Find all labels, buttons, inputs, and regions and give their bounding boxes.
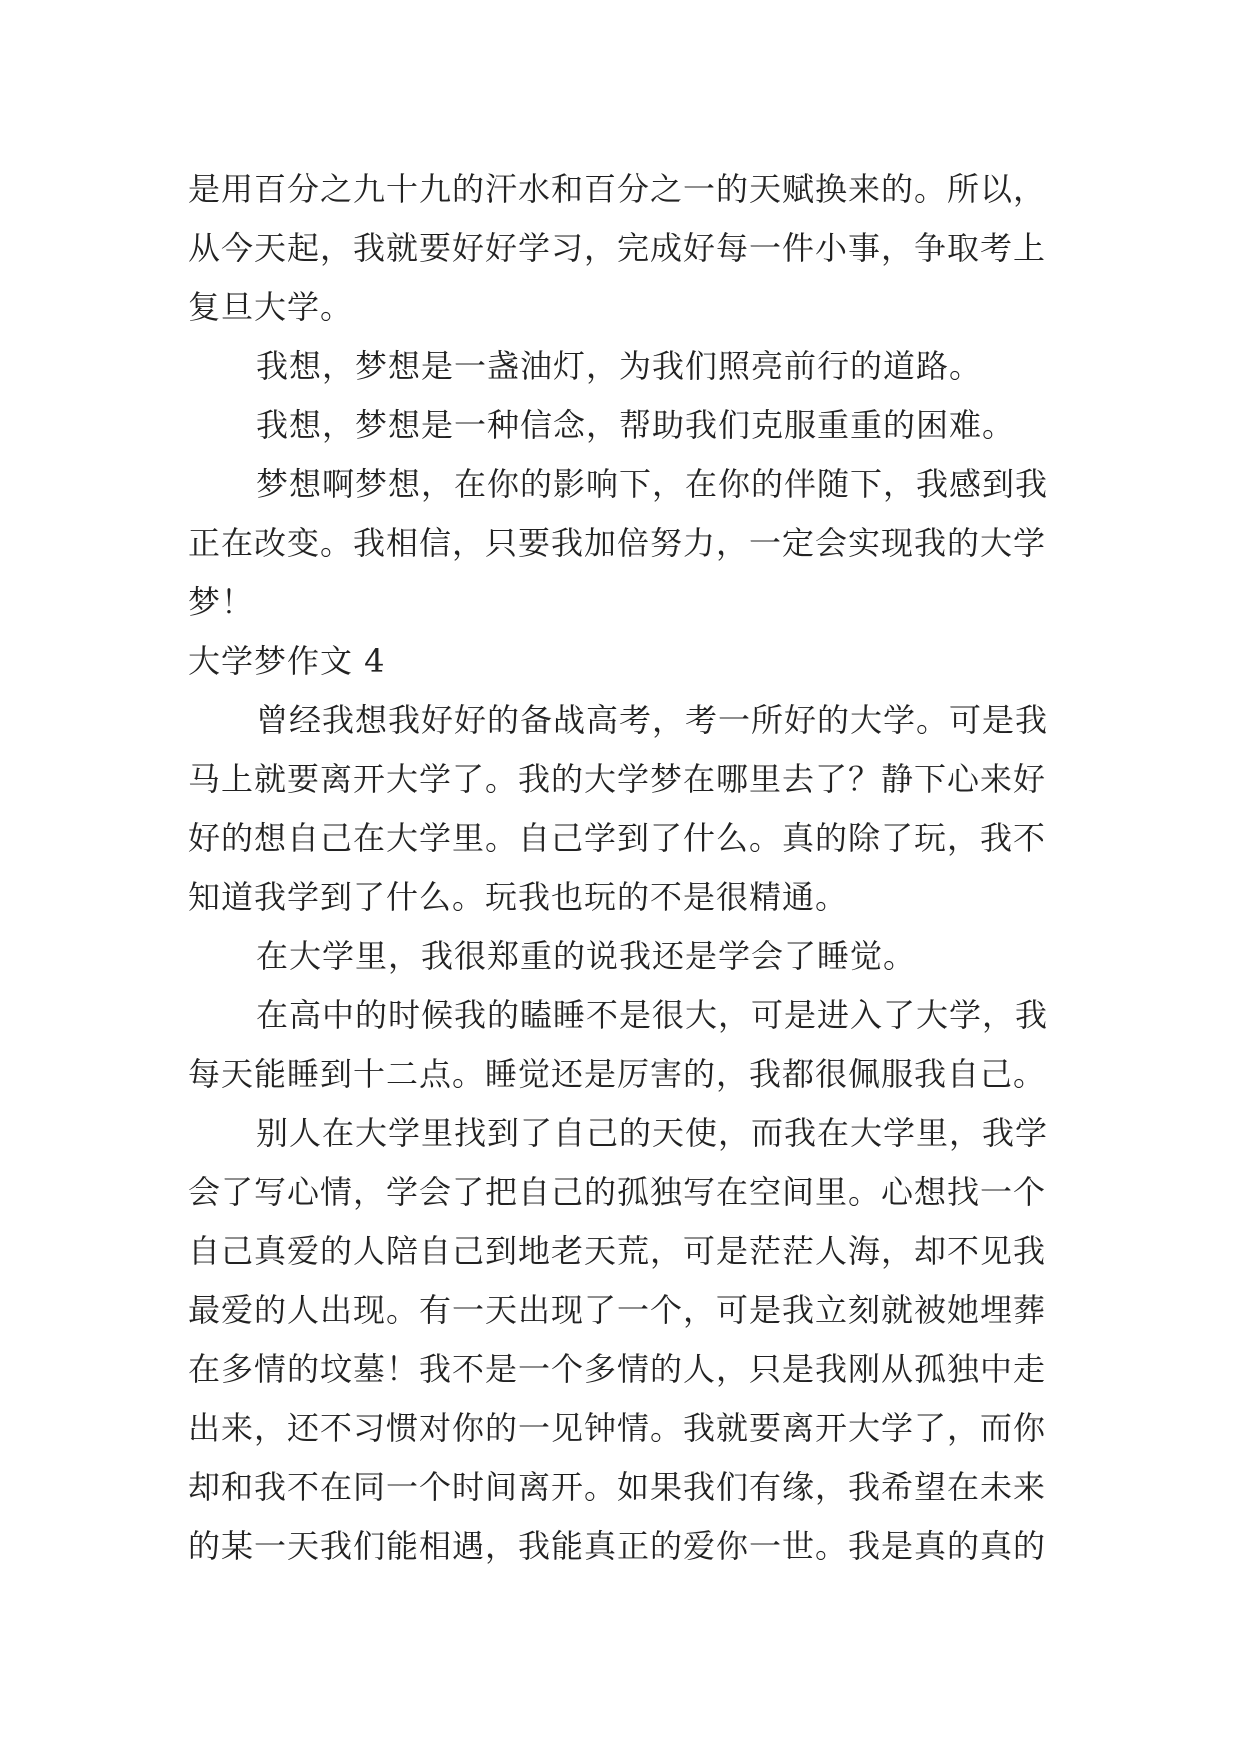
- text-line: 梦！: [188, 583, 255, 621]
- paragraph-line: 梦想啊梦想，在你的影响下，在你的伴随下，我感到我: [256, 465, 1049, 503]
- section-heading: 大学梦作文 4: [188, 642, 386, 680]
- text-line: 从今天起，我就要好好学习，完成好每一件小事，争取考上: [188, 229, 1047, 267]
- paragraph-line: 在大学里，我很郑重的说我还是学会了睡觉。: [256, 937, 917, 975]
- text-line: 复旦大学。: [188, 288, 354, 326]
- text-line: 在多情的坟墓！我不是一个多情的人，只是我刚从孤独中走: [188, 1350, 1047, 1388]
- text-line: 的某一天我们能相遇，我能真正的爱你一世。我是真的真的: [188, 1527, 1047, 1565]
- paragraph-line: 别人在大学里找到了自己的天使，而我在大学里，我学: [256, 1114, 1049, 1152]
- text-line: 马上就要离开大学了。我的大学梦在哪里去了？静下心来好: [188, 760, 1047, 798]
- paragraph-line: 曾经我想我好好的备战高考，考一所好的大学。可是我: [256, 701, 1049, 739]
- text-line: 每天能睡到十二点。睡觉还是厉害的，我都很佩服我自己。: [188, 1055, 1047, 1093]
- paragraph-line: 我想，梦想是一种信念，帮助我们克服重重的困难。: [256, 406, 1016, 444]
- document-body: [188, 160, 1068, 1576]
- text-line: 自己真爱的人陪自己到地老天荒，可是茫茫人海，却不见我: [188, 1232, 1047, 1270]
- text-line: 知道我学到了什么。玩我也玩的不是很精通。: [188, 878, 849, 916]
- text-line: 最爱的人出现。有一天出现了一个，可是我立刻就被她埋葬: [188, 1291, 1047, 1329]
- text-line: 正在改变。我相信，只要我加倍努力，一定会实现我的大学: [188, 524, 1047, 562]
- text-line: 是用百分之九十九的汗水和百分之一的天赋换来的。所以，: [188, 170, 1047, 208]
- paragraph-line: 在高中的时候我的瞌睡不是很大，可是进入了大学，我: [256, 996, 1049, 1034]
- text-line: 却和我不在同一个时间离开。如果我们有缘，我希望在未来: [188, 1468, 1047, 1506]
- text-line: 出来，还不习惯对你的一见钟情。我就要离开大学了，而你: [188, 1409, 1047, 1447]
- text-line: 好的想自己在大学里。自己学到了什么。真的除了玩，我不: [188, 819, 1047, 857]
- paragraph-line: 我想，梦想是一盏油灯，为我们照亮前行的道路。: [256, 347, 983, 385]
- text-line: 会了写心情，学会了把自己的孤独写在空间里。心想找一个: [188, 1173, 1047, 1211]
